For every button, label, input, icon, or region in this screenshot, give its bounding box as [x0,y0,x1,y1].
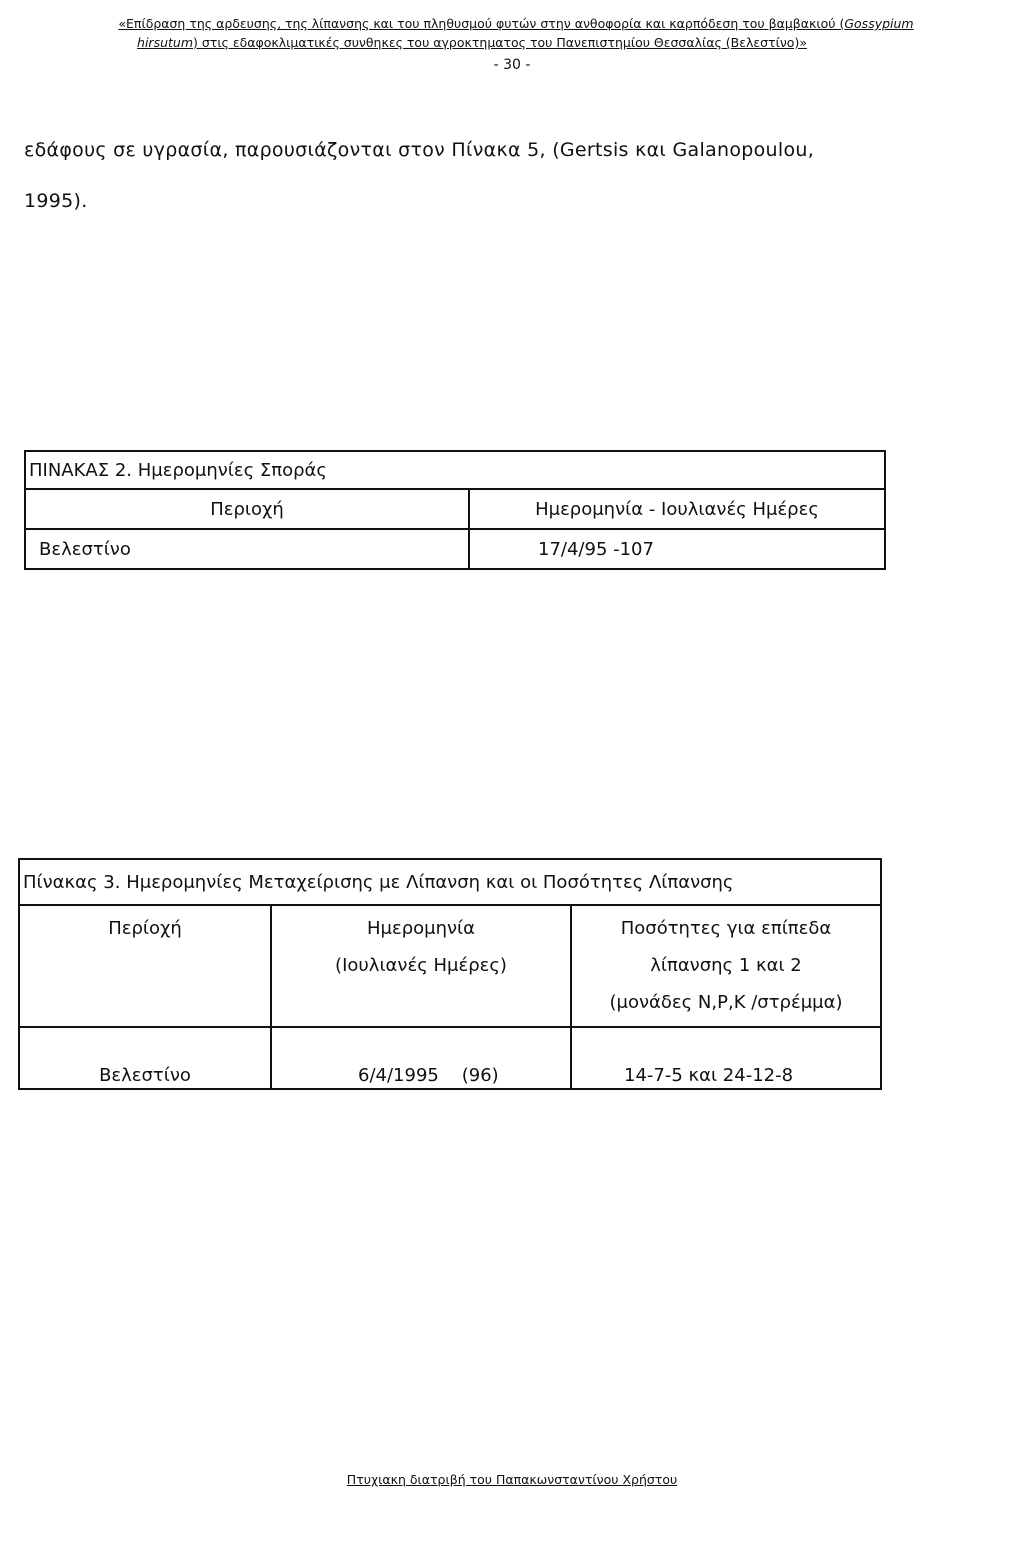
spacer-cell [571,1027,881,1062]
column-header-region [19,905,271,1027]
body-paragraph [24,125,1004,227]
column-header-quantities-line-3: (μονάδες N,P,K /στρέμμα) [609,992,843,1013]
table-caption-row [19,859,881,905]
column-header-date [271,905,571,1027]
body-line-2: 1995). [24,190,88,212]
table-header-row [25,489,885,529]
cell-quantities: 14-7-5 και 24-12-8 [571,1062,881,1089]
table-caption: Πίνακας 3. Ημερομηνίες Μεταχείρισης με Λίπανση και οι Ποσότητες Λίπανσης [19,859,881,905]
spacer-cell [271,1027,571,1062]
header-species-genus: Gossypium [844,16,914,31]
page-footer: Πτυχιακη διατριβή του Παπακωνσταντίνου Χρήστου [346,1472,678,1487]
table-spacer-row [19,1027,881,1062]
header-species-epithet: hirsutum [137,35,194,50]
cell-date: 6/4/1995 (96) [271,1062,571,1089]
table-sowing-dates [24,450,886,570]
page-number: - 30 - [493,57,531,73]
column-header-date-line-1: Ημερομηνία [366,918,476,939]
column-header-quantities-line-2: λίπανσης 1 και 2 [650,955,802,976]
body-line-1: εδάφους σε υγρασία, παρουσιάζονται στον Πίνακα 5, (Gertsis και Galanopoulou, [24,139,815,161]
table-row [19,1062,881,1089]
cell-region: Βελεστίνο [19,1062,271,1089]
cell-region: Βελεστίνο [25,529,469,569]
table-caption-row [25,451,885,489]
column-header-date-line-2: (Ιουλιανές Ημέρες) [335,955,507,976]
column-header-quantities [571,905,881,1027]
column-header-region: Περιοχή [25,489,469,529]
table-header-row [19,905,881,1027]
running-header [0,14,1024,52]
header-title-part-1: «Επίδραση της αρδευσης, της λίπανσης και του πληθυσμού φυτών στην ανθοφορία και καρπόδεση του βαμβακιού ( [118,16,845,31]
header-title-part-2: ) στις εδαφοκλιματικές συνθηκες του αγροκτηματος του Πανεπιστημίου Θεσσαλίας (Βελεστίνο)» [193,35,807,50]
table-caption: ΠΙΝΑΚΑΣ 2. Ημερομηνίες Σποράς [25,451,885,489]
header-line-2 [0,33,1024,52]
column-header-quantities-line-1: Ποσότητες για επίπεδα [620,918,832,939]
table-row [25,529,885,569]
header-line-1 [0,14,1024,33]
table-fertilization-dates [18,858,882,1090]
column-header-region-line: Περίοχή [108,918,182,939]
spacer-cell [19,1027,271,1062]
column-header-date: Ημερομηνία - Ιουλιανές Ημέρες [469,489,885,529]
cell-date: 17/4/95 -107 [469,529,885,569]
